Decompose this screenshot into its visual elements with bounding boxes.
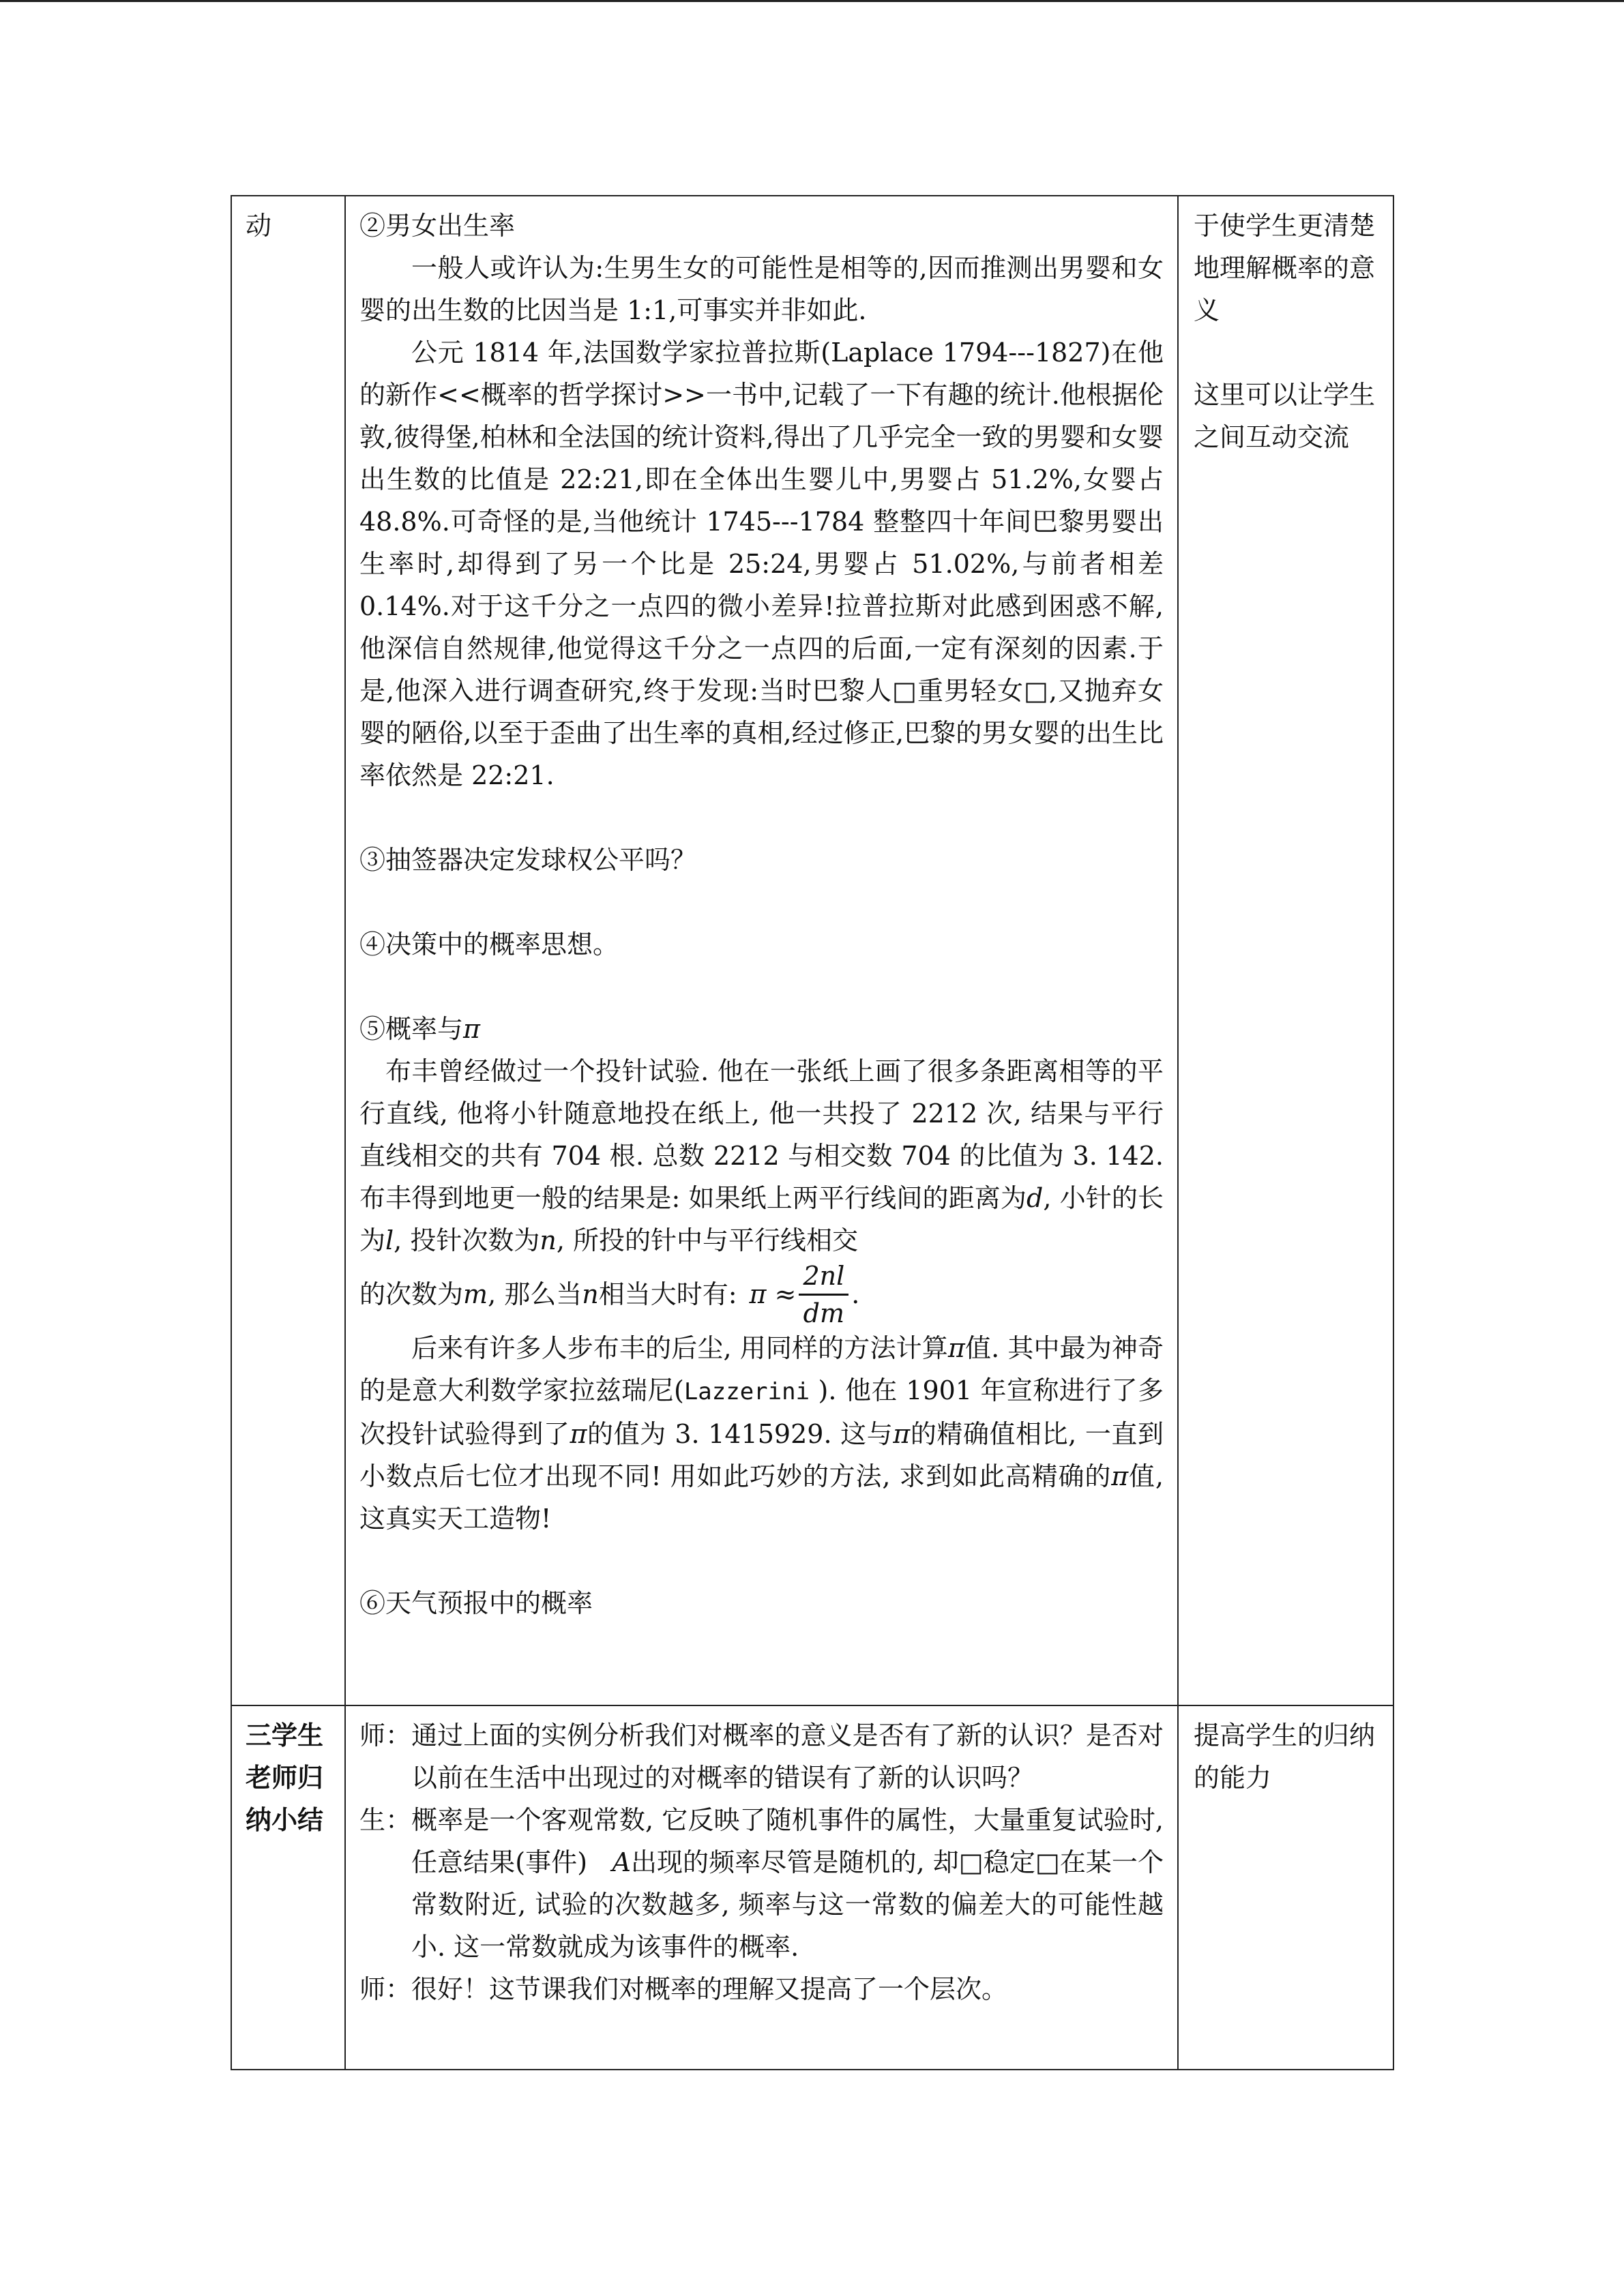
var-a: A [612,1847,631,1877]
formula-lhs: π ≈ [749,1279,797,1309]
pi-symbol: π [570,1419,587,1449]
formula-line: 的次数为 m , 那么当 n 相当大时有: π ≈ $\frac{2nl}{dm}$ . [359,1262,1164,1327]
section-title: ③抽签器决定发球权公平吗？ [359,845,697,875]
teacher-conclusion: 师：很好！这节课我们对概率的理解又提高了一个层次。 [359,1974,1008,2004]
page-top-border [0,0,1624,2]
fraction-denominator: dm [803,1298,845,1328]
paragraph: 布丰曾经做过一个投针试验. 他在一张纸上画了很多条距离相等的平行直线, 他将小针随意地投在纸上, 他一共投了 2212 次, 结果与平行直线相交的共有 704 根. 总数 2212 与相交数 704 的比值为 3. 142. 布丰得到地更一般的结果是: 如果纸上两平行线间的距离为d, 小针的长为l, 投针次数为n, 所投的针中与平行线相交 [359,1056,1164,1255]
pi-symbol: π [1111,1461,1129,1491]
row-label-cell [231,196,345,1705]
row-label: 三学生老师归纳小结 [246,1720,324,1835]
note-text: 这里可以让学生之间互动交流 [1194,380,1376,452]
content-cell [345,1705,1178,2070]
table-row [231,196,1393,1705]
var-m: m [463,1279,488,1309]
formula-fraction [799,1258,848,1331]
notes-cell [1178,1705,1393,2070]
paragraph: 公元 1814 年,法国数学家拉普拉斯(Laplace 1794---1827)在他的新作<<概率的哲学探讨>>一书中,记载了一下有趣的统计.他根据伦敦,彼得堡,柏林和全法国的统计资料,得出了几乎完全一致的男婴和女婴出生数的比值是 22:21,即在全体出生婴儿中,男婴占 51.2%,女婴占 48.8%.可奇怪的是,当他统计 1745---1784 整整四十年间巴黎男婴出生率时,却得到了另一个比是 25:24,男婴占 51.02%,与前者相差 0.14%.对于这千分之一点四的微小差异!拉普拉斯对此感到困惑不解,他深信自然规律,他觉得这千分之一点四的后面,一定有深刻的因素.于是,他深入进行调查研究,终于发现:当时巴黎人□重男轻女□,又抛弃女婴的陋俗,以至于歪曲了出生率的真相,经过修正,巴黎的男女婴的出生比率依然是 22:21. [359,338,1164,790]
table-row [231,1705,1393,2070]
pi-symbol: π [947,1333,965,1363]
name-lazzerini: Lazzerini [683,1378,810,1405]
pi-symbol: π [463,1014,480,1044]
student-answer: 生：概率是一个客观常数, 它反映了随机事件的属性，大量重复试验时, 任意结果(事件) A出现的频率尽管是随机的, 却□稳定□在某一个常数附近, 试验的次数越多, 频率与这一常数的偏差大的可能性越小. 这一常数就成为该事件的概率. [359,1805,1164,1962]
row-label: 动 [246,211,272,241]
note-text: 提高学生的归纳的能力 [1194,1720,1376,1793]
pi-symbol: π [893,1419,911,1449]
lesson-table [231,195,1394,2070]
paragraph: 一般人或许认为:生男生女的可能性是相等的,因而推测出男婴和女婴的出生数的比因当是 1:1,可事实并非如此. [359,253,1164,325]
section-title: ⑥天气预报中的概率 [359,1588,593,1618]
section-title: ⑤概率与π [359,1014,480,1044]
var-l: l [385,1225,394,1255]
row-label-cell [231,1705,345,2070]
section-title: ④决策中的概率思想。 [359,929,619,959]
teacher-question: 师：通过上面的实例分析我们对概率的意义是否有了新的认识？是否对以前在生活中出现过的对概率的错误有了新的认识吗？ [359,1720,1164,1793]
paragraph: 后来有许多人步布丰的后尘, 用同样的方法计算π值. 其中最为神奇的是意大利数学家拉兹瑞尼(Lazzerini ). 他在 1901 年宣称进行了多次投针试验得到了π的值为 3. 1415929. 这与π的精确值相比, 一直到小数点后七位才出现不同! 用如此巧妙的方法, 求到如此高精确的π值, 这真实天工造物! [359,1333,1164,1534]
fraction-numerator: 2nl [799,1258,848,1296]
var-d: d [1027,1183,1044,1213]
var-n: n [582,1279,599,1309]
section-title: ②男女出生率 [359,211,516,241]
note-text: 于使学生更清楚地理解概率的意义 [1194,211,1376,325]
notes-cell [1178,196,1393,1705]
var-n: n [540,1225,557,1255]
content-cell [345,196,1178,1705]
